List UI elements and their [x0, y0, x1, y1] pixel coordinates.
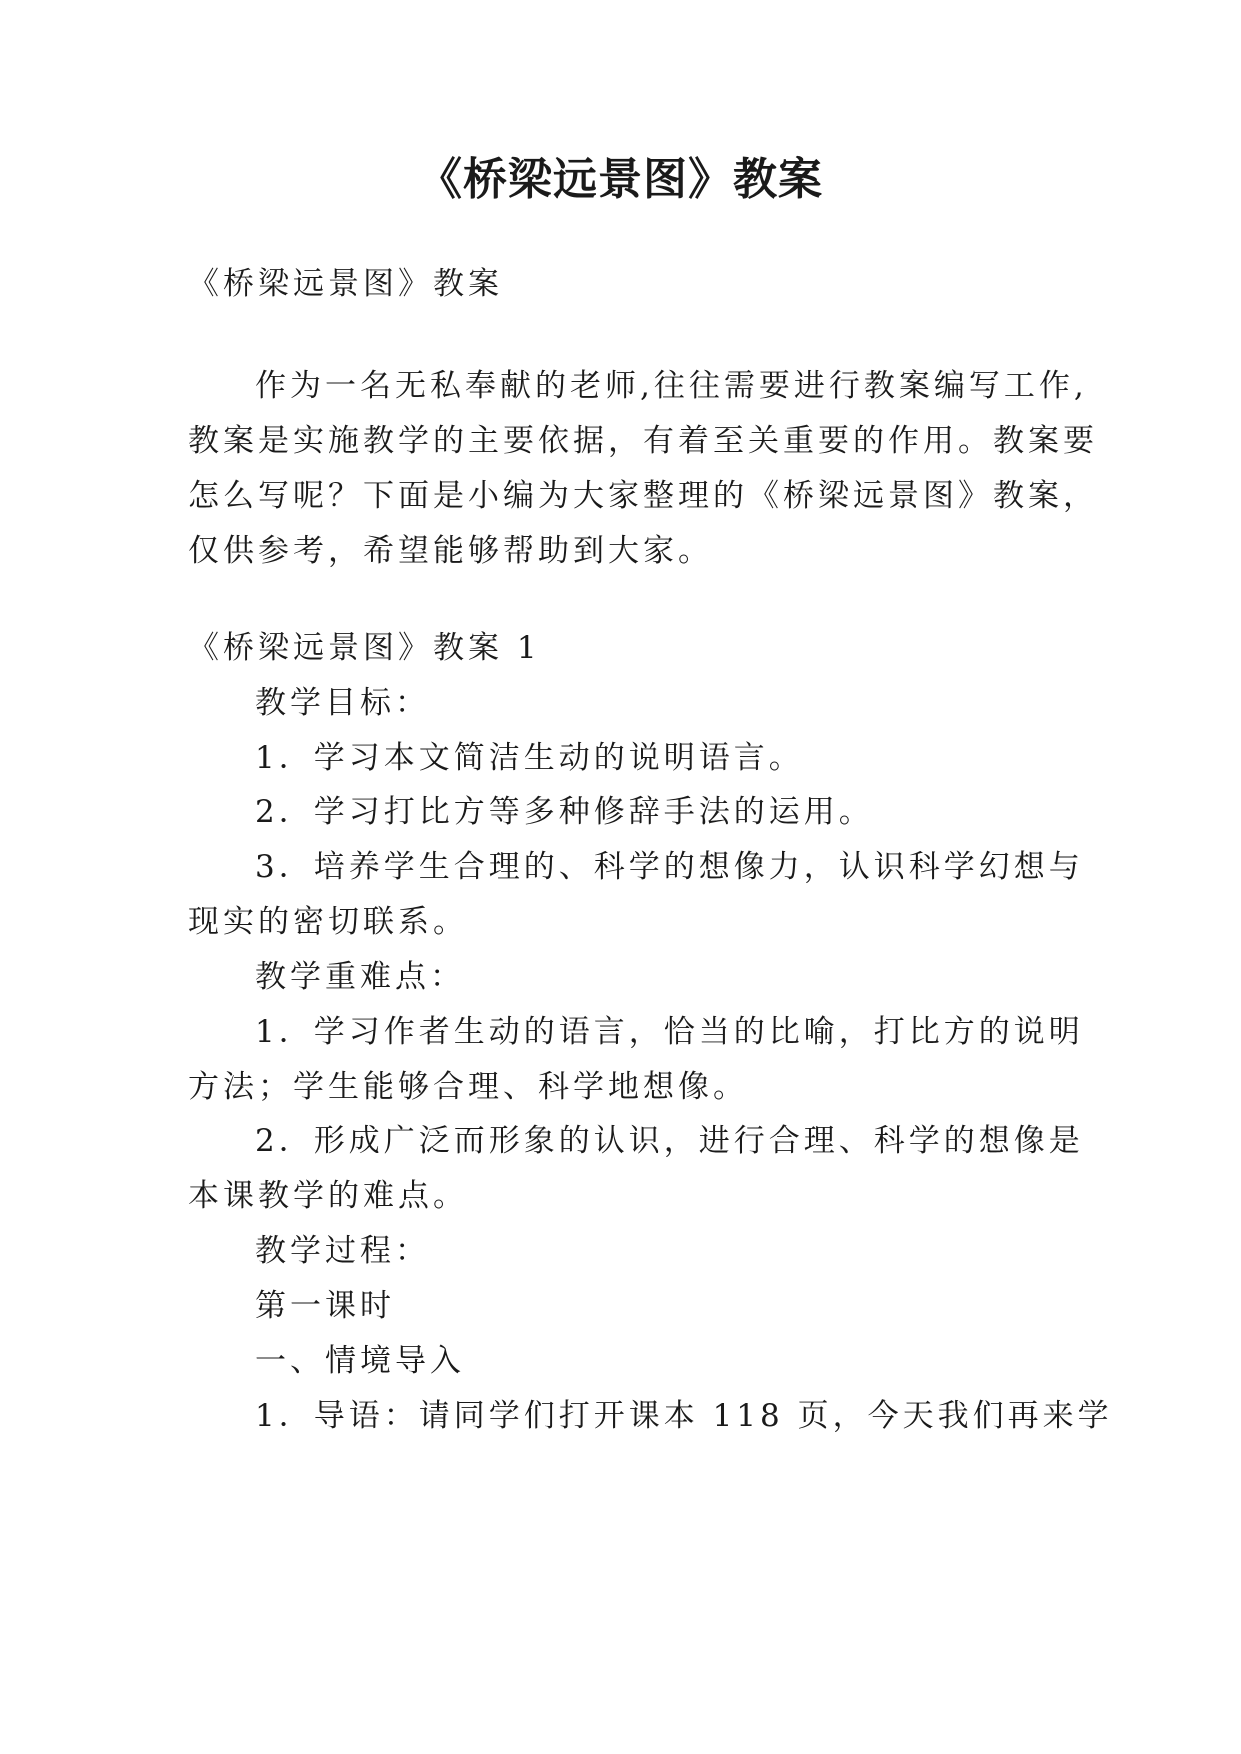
- body-line-14: 1．导语：请同学们打开课本 118 页，今天我们再来学: [255, 1398, 1113, 1434]
- document-subtitle: 《桥梁远景图》教案: [188, 266, 503, 302]
- intro-line-1: 作为一名无私奉献的老师,往往需要进行教案编写工作,: [255, 368, 1088, 404]
- intro-line-3: 怎么写呢？下面是小编为大家整理的《桥梁远景图》教案，: [188, 478, 1098, 514]
- body-line-13: 一、情境导入: [255, 1343, 465, 1379]
- body-line-11: 教学过程：: [255, 1233, 430, 1269]
- body-line-9: 2．形成广泛而形象的认识，进行合理、科学的想像是: [255, 1123, 1084, 1159]
- intro-line-4: 仅供参考，希望能够帮助到大家。: [188, 533, 713, 569]
- body-line-8: 方法；学生能够合理、科学地想像。: [188, 1069, 748, 1105]
- body-line-1: 教学目标：: [255, 685, 430, 721]
- body-line-10: 本课教学的难点。: [188, 1178, 468, 1214]
- body-line-2: 1．学习本文简洁生动的说明语言。: [255, 740, 804, 776]
- body-line-12: 第一课时: [255, 1288, 395, 1324]
- document-title: 《桥梁远景图》教案: [418, 154, 823, 205]
- intro-line-2: 教案是实施教学的主要依据，有着至关重要的作用。教案要: [188, 423, 1098, 459]
- body-line-6: 教学重难点：: [255, 959, 465, 995]
- section-heading-1: 《桥梁远景图》教案 1: [188, 630, 541, 666]
- body-line-5: 现实的密切联系。: [188, 904, 468, 940]
- body-line-7: 1．学习作者生动的语言，恰当的比喻，打比方的说明: [255, 1014, 1084, 1050]
- body-line-3: 2．学习打比方等多种修辞手法的运用。: [255, 794, 874, 830]
- body-line-4: 3．培养学生合理的、科学的想像力，认识科学幻想与: [255, 849, 1084, 885]
